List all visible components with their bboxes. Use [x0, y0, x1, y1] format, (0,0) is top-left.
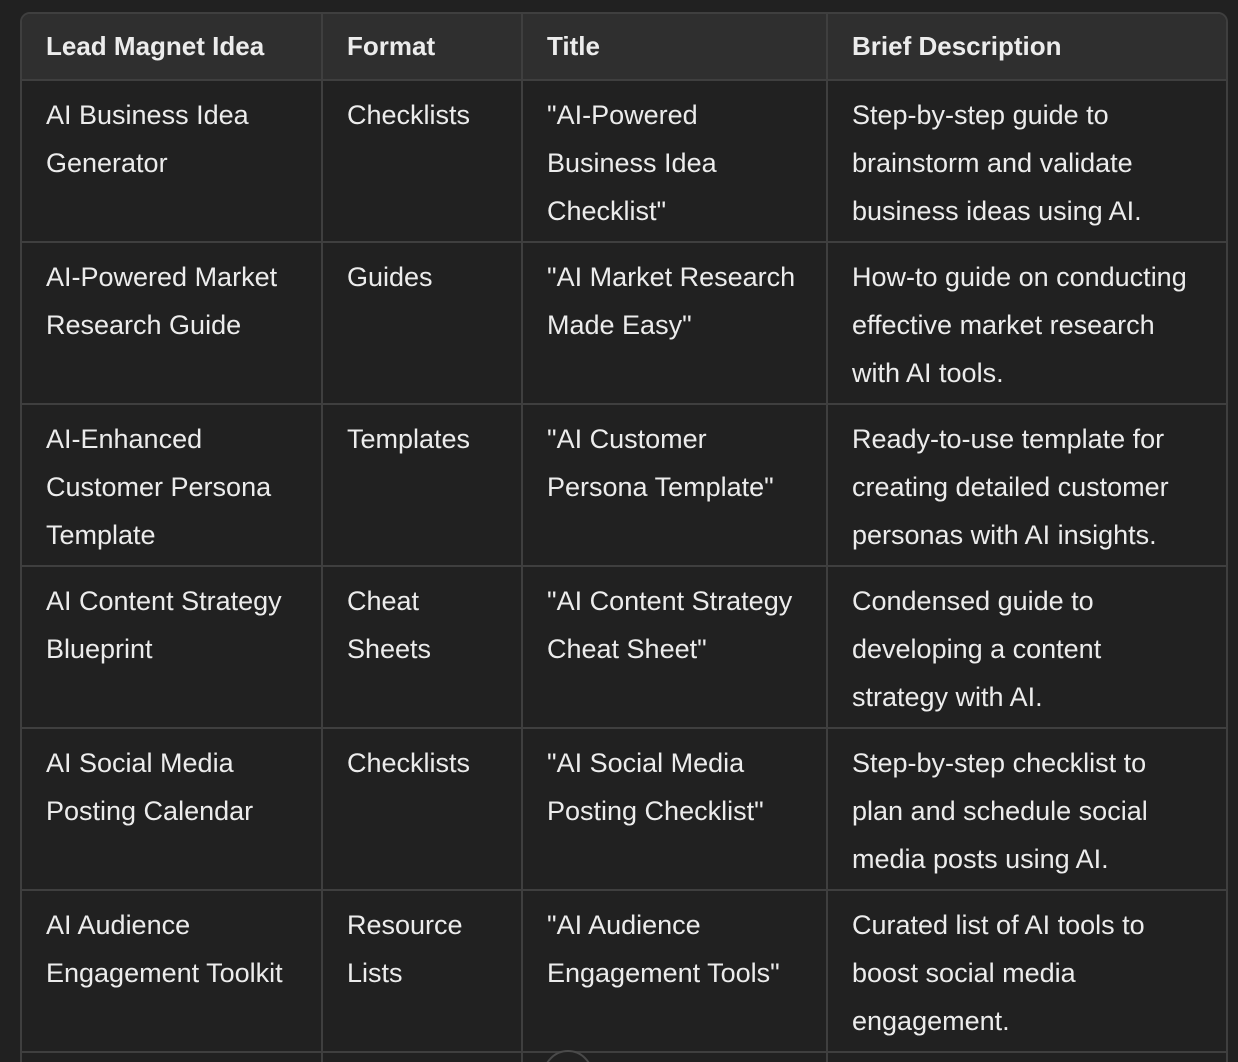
- cell-idea: AI Audience Engagement Toolkit: [22, 890, 322, 1052]
- cell-title: "AI Audience Engagement Tools": [522, 890, 827, 1052]
- table-row: [22, 80, 1226, 242]
- cell-idea: AI-Enhanced Customer Persona Template: [22, 404, 322, 566]
- header-brief-description: Brief Description: [827, 14, 1226, 80]
- cell-empty: [22, 1052, 322, 1062]
- cell-title: "AI-Powered Business Idea Checklist": [522, 80, 827, 242]
- header-row: [22, 14, 1226, 80]
- table-row-partial: [22, 1052, 1226, 1062]
- table-row: [22, 404, 1226, 566]
- cell-format: Checklists: [322, 80, 522, 242]
- table-row: [22, 728, 1226, 890]
- cell-description: Curated list of AI tools to boost social media engagement.: [827, 890, 1226, 1052]
- lead-magnet-table: [22, 14, 1226, 1062]
- cell-description: Condensed guide to developing a content strategy with AI.: [827, 566, 1226, 728]
- cell-description: Ready-to-use template for creating detailed customer personas with AI insights.: [827, 404, 1226, 566]
- table-row: [22, 890, 1226, 1052]
- cell-title: "AI Market Research Made Easy": [522, 242, 827, 404]
- cell-description: Step-by-step guide to brainstorm and validate business ideas using AI.: [827, 80, 1226, 242]
- cell-format: Templates: [322, 404, 522, 566]
- cell-idea: AI Social Media Posting Calendar: [22, 728, 322, 890]
- cell-description: Step-by-step checklist to plan and schedule social media posts using AI.: [827, 728, 1226, 890]
- cell-format: Cheat Sheets: [322, 566, 522, 728]
- cell-idea: AI Business Idea Generator: [22, 80, 322, 242]
- cell-empty: [322, 1052, 522, 1062]
- cell-empty: [827, 1052, 1226, 1062]
- table-row: [22, 566, 1226, 728]
- header-title: Title: [522, 14, 827, 80]
- table-body: [22, 80, 1226, 1062]
- cell-format: Resource Lists: [322, 890, 522, 1052]
- cell-idea: AI-Powered Market Research Guide: [22, 242, 322, 404]
- cell-title: "AI Customer Persona Template": [522, 404, 827, 566]
- header-format: Format: [322, 14, 522, 80]
- cell-title: "AI Content Strategy Cheat Sheet": [522, 566, 827, 728]
- lead-magnet-table-container: [20, 12, 1228, 1062]
- cell-description: How-to guide on conducting effective market research with AI tools.: [827, 242, 1226, 404]
- cell-format: Guides: [322, 242, 522, 404]
- table-header: [22, 14, 1226, 80]
- header-lead-magnet-idea: Lead Magnet Idea: [22, 14, 322, 80]
- cell-format: Checklists: [322, 728, 522, 890]
- table-row: [22, 242, 1226, 404]
- cell-title: "AI Social Media Posting Checklist": [522, 728, 827, 890]
- cell-idea: AI Content Strategy Blueprint: [22, 566, 322, 728]
